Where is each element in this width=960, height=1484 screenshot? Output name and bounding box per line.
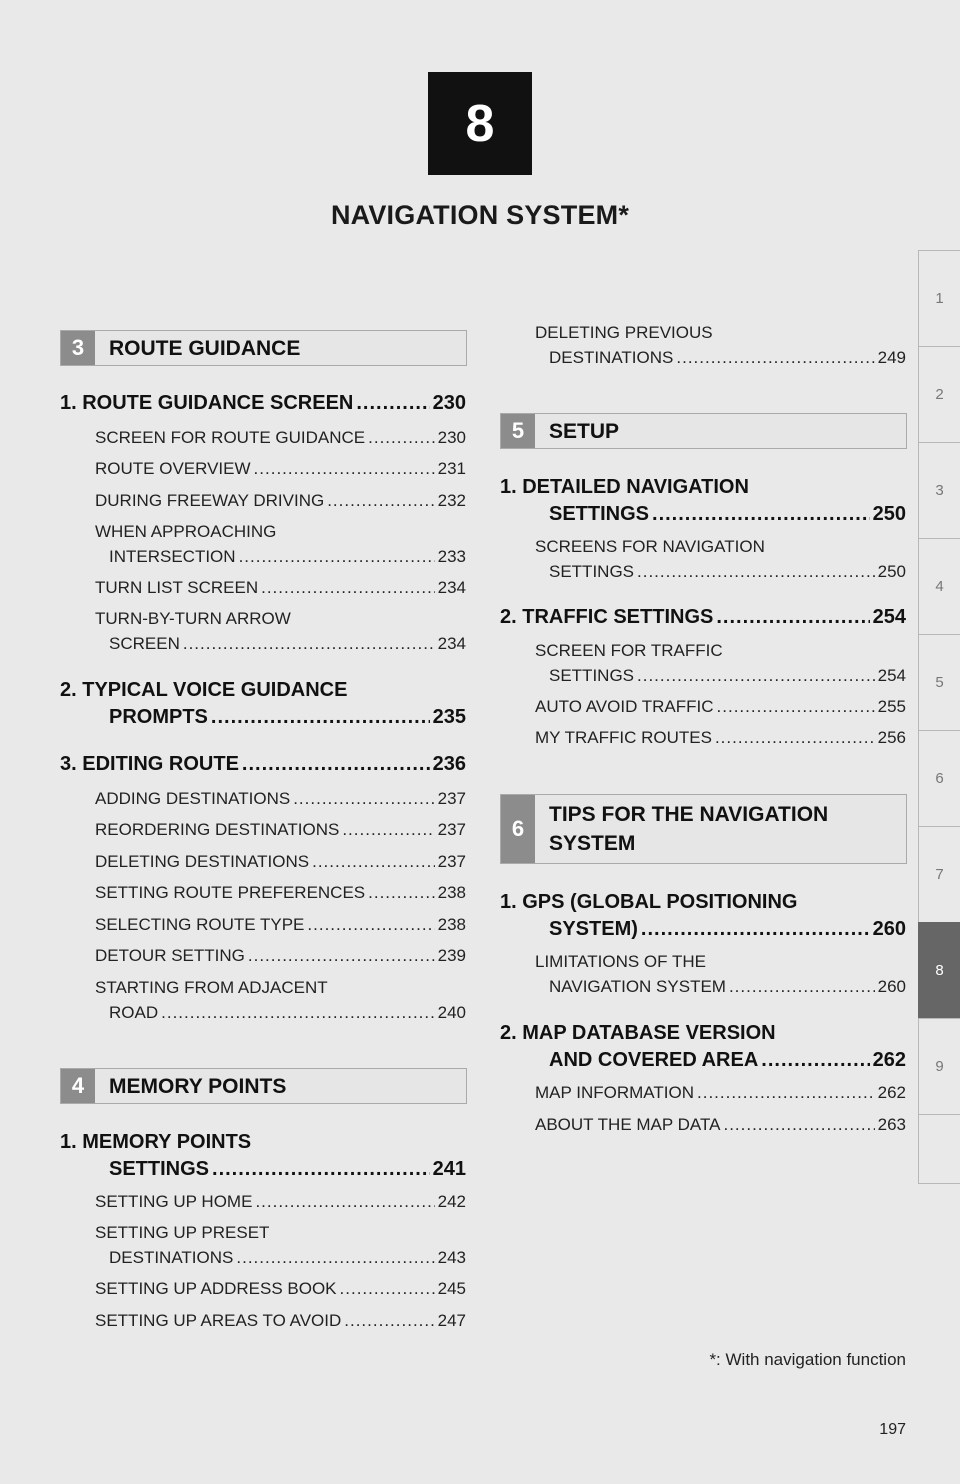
page-ref: 241 — [432, 1158, 466, 1180]
entry-text: SCREEN FOR TRAFFIC — [535, 641, 723, 660]
chapter-tab-4[interactable]: 4 — [918, 538, 960, 634]
entry-text: SETTING UP HOME — [95, 1192, 253, 1211]
toc-subentry[interactable] — [95, 1220, 466, 1270]
entry-text: 1. MEMORY POINTS — [60, 1131, 252, 1153]
entry-text-cont: NAVIGATION SYSTEM — [549, 977, 726, 996]
page-ref: 245 — [437, 1279, 466, 1298]
chapter-tab-5[interactable]: 5 — [918, 634, 960, 730]
entry-text-cont: SYSTEM) — [549, 918, 638, 940]
toc-subentry[interactable] — [95, 975, 466, 1025]
toc-subentry[interactable] — [95, 606, 466, 656]
entry-text: DETOUR SETTING — [95, 946, 245, 965]
entry-text: 2. MAP DATABASE VERSION — [500, 1022, 776, 1044]
entry-text: WHEN APPROACHING — [95, 522, 277, 541]
entry-text: ADDING DESTINATIONS — [95, 789, 291, 808]
toc-subentry[interactable] — [95, 849, 466, 874]
toc-subentry[interactable] — [95, 786, 466, 811]
entry-text: 1. ROUTE GUIDANCE SCREEN — [60, 392, 354, 414]
section-title-line2: SYSTEM — [549, 832, 636, 855]
toc-subentry[interactable] — [95, 575, 466, 600]
page-ref: 249 — [877, 348, 906, 367]
toc-entry-map-database[interactable] — [500, 1020, 906, 1074]
page-ref: 260 — [877, 977, 906, 996]
section-title-line1: TIPS FOR THE NAVIGATION — [549, 803, 829, 826]
entry-text: 2. TYPICAL VOICE GUIDANCE — [60, 679, 348, 701]
toc-subentry[interactable] — [95, 1189, 466, 1214]
entry-text: STARTING FROM ADJACENT — [95, 978, 328, 997]
toc-subentry[interactable] — [95, 1308, 466, 1333]
entry-text-cont: SETTINGS — [549, 503, 650, 525]
entry-text: 1. DETAILED NAVIGATION — [500, 476, 749, 498]
page-ref: 238 — [437, 883, 466, 902]
entry-text: SETTING UP AREAS TO AVOID — [95, 1311, 342, 1330]
chapter-tab-3[interactable]: 3 — [918, 442, 960, 538]
entry-text: MY TRAFFIC ROUTES — [535, 728, 712, 747]
section-title — [535, 795, 828, 863]
toc-entry-detailed-navigation-settings[interactable] — [500, 474, 906, 528]
page-ref: 262 — [877, 1083, 906, 1102]
chapter-tab-9[interactable]: 9 — [918, 1018, 960, 1114]
entry-text: SCREENS FOR NAVIGATION — [535, 537, 765, 556]
entry-text: SCREEN FOR ROUTE GUIDANCE — [95, 428, 366, 447]
entry-text: LIMITATIONS OF THE — [535, 952, 706, 971]
toc-entry-editing-route[interactable] — [60, 752, 466, 777]
section-title: SETUP — [549, 419, 620, 443]
toc-subentry[interactable] — [535, 949, 906, 999]
chapter-number-badge: 8 — [428, 72, 532, 175]
entry-text: AUTO AVOID TRAFFIC — [535, 697, 714, 716]
toc-subentry[interactable] — [95, 519, 466, 569]
section-header-route-guidance — [60, 330, 467, 366]
entry-text: ROUTE OVERVIEW — [95, 459, 251, 478]
chapter-tab-7[interactable]: 7 — [918, 826, 960, 922]
chapter-tab-8-active[interactable]: 8 — [918, 922, 960, 1018]
page-ref: 231 — [437, 459, 466, 478]
entry-text: REORDERING DESTINATIONS — [95, 820, 340, 839]
entry-text: MAP INFORMATION — [535, 1083, 694, 1102]
toc-subentry[interactable] — [535, 694, 906, 719]
toc-entry-memory-points-settings[interactable] — [60, 1129, 466, 1183]
toc-subentry[interactable] — [535, 638, 906, 688]
toc-subentry[interactable] — [95, 456, 466, 481]
toc-entry-gps[interactable] — [500, 889, 906, 943]
chapter-tab-2[interactable]: 2 — [918, 346, 960, 442]
entry-text: DELETING PREVIOUS — [535, 323, 713, 342]
page-ref: 237 — [437, 820, 466, 839]
entry-text: SELECTING ROUTE TYPE — [95, 915, 305, 934]
toc-subentry[interactable] — [535, 725, 906, 750]
toc-subentry[interactable] — [535, 1080, 906, 1105]
entry-text-cont: DESTINATIONS — [549, 348, 674, 367]
entry-text-cont: PROMPTS — [109, 706, 208, 728]
entry-text-cont: SETTINGS — [549, 562, 635, 581]
toc-subentry[interactable] — [535, 1112, 906, 1137]
page-ref: 237 — [437, 852, 466, 871]
entry-text: DELETING DESTINATIONS — [95, 852, 310, 871]
footnote: *: With navigation function — [709, 1350, 906, 1369]
entry-text-cont: SCREEN — [109, 634, 180, 653]
page-ref: 243 — [437, 1248, 466, 1267]
page-ref: 234 — [437, 578, 466, 597]
section-header-memory-points — [60, 1068, 467, 1104]
chapter-tab-6[interactable]: 6 — [918, 730, 960, 826]
entry-text: ABOUT THE MAP DATA — [535, 1115, 721, 1134]
page-ref: 263 — [877, 1115, 906, 1134]
page-ref: 238 — [437, 915, 466, 934]
entry-text: SETTING UP PRESET — [95, 1223, 270, 1242]
toc-subentry[interactable] — [95, 943, 466, 968]
toc-subentry[interactable] — [535, 320, 906, 370]
chapter-tab-1[interactable]: 1 — [918, 250, 960, 346]
page-ref: 250 — [872, 503, 906, 525]
toc-subentry[interactable] — [95, 425, 466, 450]
entry-text: 2. TRAFFIC SETTINGS — [500, 606, 714, 628]
toc-subentry[interactable] — [95, 880, 466, 905]
toc-entry-voice-guidance[interactable] — [60, 677, 466, 731]
page-ref: 262 — [872, 1049, 906, 1071]
page-ref: 256 — [877, 728, 906, 747]
chapter-tabs — [918, 250, 960, 1184]
page-ref: 235 — [432, 706, 466, 728]
page-ref: 250 — [877, 562, 906, 581]
page-ref: 230 — [437, 428, 466, 447]
entry-text: DURING FREEWAY DRIVING — [95, 491, 325, 510]
entry-text-cont: INTERSECTION — [109, 547, 236, 566]
entry-text: 3. EDITING ROUTE — [60, 753, 239, 775]
toc-subentry[interactable] — [535, 534, 906, 584]
page-ref: 240 — [437, 1003, 466, 1022]
section-header-setup — [500, 413, 907, 449]
toc-subentry[interactable] — [95, 488, 466, 513]
page-ref: 232 — [437, 491, 466, 510]
section-number: 5 — [501, 414, 535, 448]
entry-text: SETTING UP ADDRESS BOOK — [95, 1279, 337, 1298]
page-number: 197 — [879, 1421, 906, 1438]
page-ref: 254 — [872, 606, 906, 628]
section-title: ROUTE GUIDANCE — [109, 336, 301, 360]
entry-text-cont: AND COVERED AREA — [549, 1049, 759, 1071]
entry-text: TURN-BY-TURN ARROW — [95, 609, 291, 628]
toc-entry-traffic-settings[interactable] — [500, 605, 906, 630]
page-ref: 234 — [437, 634, 466, 653]
page-ref: 239 — [437, 946, 466, 965]
entry-text: TURN LIST SCREEN — [95, 578, 259, 597]
entry-text-cont: ROAD — [109, 1003, 159, 1022]
section-number: 6 — [501, 795, 535, 863]
entry-text-cont: SETTINGS — [109, 1158, 210, 1180]
section-title: MEMORY POINTS — [109, 1074, 287, 1098]
entry-text-cont: DESTINATIONS — [109, 1248, 234, 1267]
chapter-title: NAVIGATION SYSTEM* — [330, 200, 630, 230]
toc-subentry[interactable] — [95, 1276, 466, 1301]
section-header-tips — [500, 794, 907, 864]
section-number: 4 — [61, 1069, 95, 1103]
page-ref: 242 — [437, 1192, 466, 1211]
page-ref: 254 — [877, 666, 906, 685]
section-number: 3 — [61, 331, 95, 365]
chapter-tab-spacer — [918, 1114, 960, 1184]
page-ref: 233 — [437, 547, 466, 566]
page-ref: 230 — [432, 392, 466, 414]
toc-subentry[interactable] — [95, 912, 466, 937]
toc-subentry[interactable] — [95, 817, 466, 842]
entry-text: SETTING ROUTE PREFERENCES — [95, 883, 366, 902]
toc-entry-route-guidance-screen[interactable] — [60, 391, 466, 416]
page-ref: 260 — [872, 918, 906, 940]
page-ref: 236 — [432, 753, 466, 775]
page-ref: 237 — [437, 789, 466, 808]
entry-text: 1. GPS (GLOBAL POSITIONING — [500, 891, 798, 913]
page-ref: 247 — [437, 1311, 466, 1330]
page-ref: 255 — [877, 697, 906, 716]
entry-text-cont: SETTINGS — [549, 666, 635, 685]
